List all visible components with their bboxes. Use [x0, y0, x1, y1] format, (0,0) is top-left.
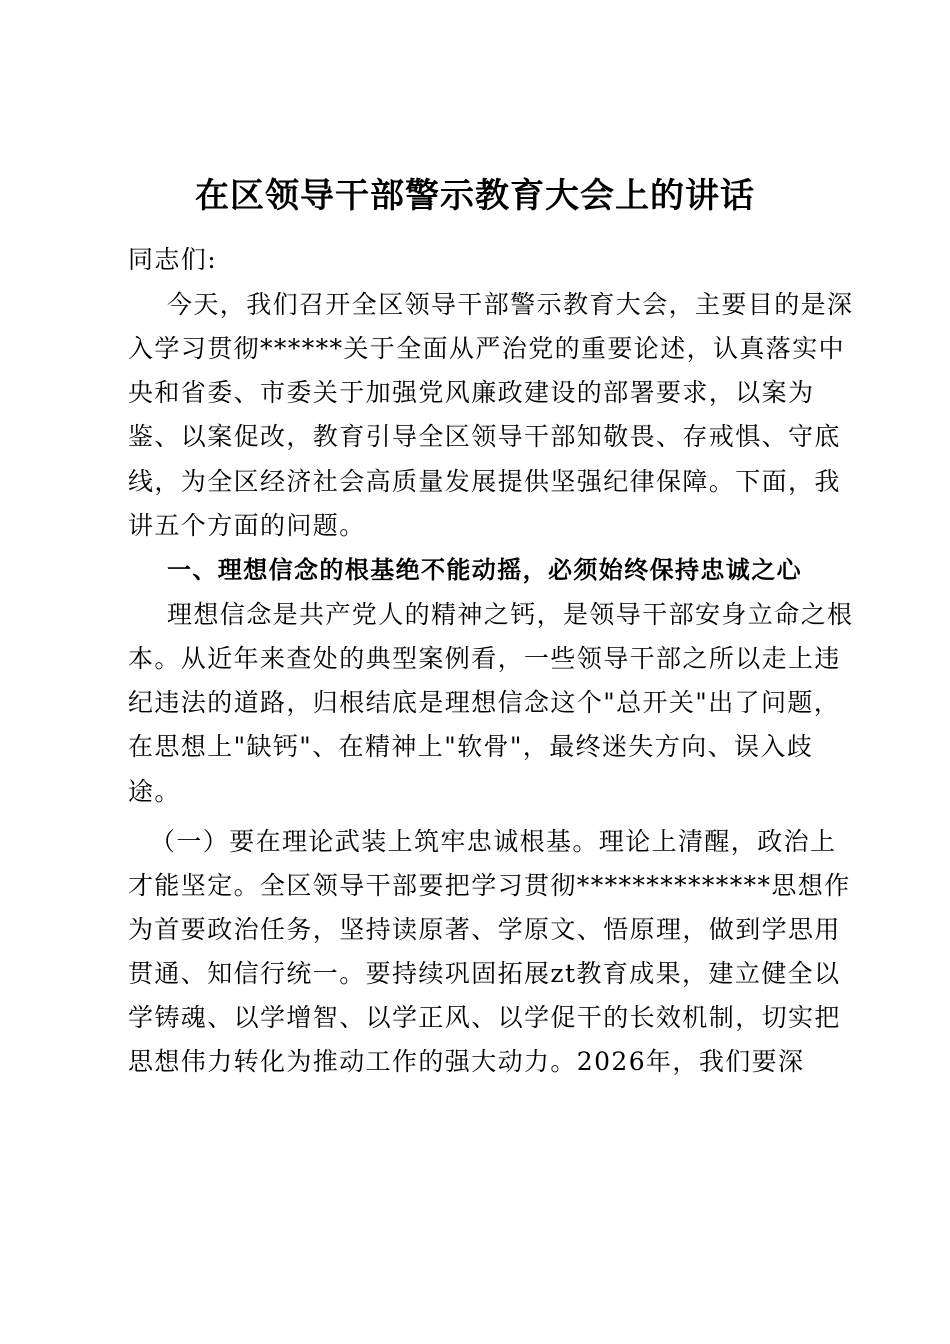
text-line: 贯通、知信行统一。要持续巩固拓展zt教育成果，建立健全以 [128, 959, 841, 988]
text-line: 学铸魂、以学增智、以学正风、以学促干的长效机制，切实把 [128, 1003, 841, 1032]
text-line: 为首要政治任务，坚持读原著、学原文、悟原理，做到学思用 [128, 915, 841, 944]
salutation: 同志们: [128, 245, 218, 274]
document-title: 在区领导干部警示教育大会上的讲话 [195, 176, 755, 216]
text-line: 讲五个方面的问题。 [128, 511, 366, 540]
text-line: 本。从近年来查处的典型案例看，一些领导干部之所以走上违 [128, 644, 841, 673]
text-line: 理想信念是共产党人的精神之钙，是领导干部安身立命之根 [167, 600, 854, 629]
text-line: 线，为全区经济社会高质量发展提供坚强纪律保障。下面，我 [128, 467, 841, 496]
text-line: （一）要在理论武装上筑牢忠诚根基。理论上清醒，政治上 [150, 827, 837, 856]
text-line: 入学习贯彻******关于全面从严治党的重要论述，认真落实中 [128, 334, 846, 363]
text-line: 央和省委、市委关于加强党风廉政建设的部署要求，以案为 [128, 378, 815, 407]
text-line: 今天，我们召开全区领导干部警示教育大会，主要目的是深 [167, 290, 854, 319]
text-line: 思想伟力转化为推动工作的强大动力。2026年，我们要深 [128, 1047, 805, 1076]
text-line: 在思想上"缺钙"、在精神上"软骨"，最终迷失方向、误入歧 [128, 732, 814, 761]
text-line: 途。 [128, 777, 181, 806]
section-heading: 一、理想信念的根基绝不能动摇，必须始终保持忠诚之心 [167, 556, 802, 584]
text-line: 鉴、以案促改，教育引导全区领导干部知敬畏、存戒惧、守底 [128, 422, 841, 451]
text-line: 纪违法的道路，归根结底是理想信念这个"总开关"出了问题， [128, 688, 841, 717]
text-line: 才能坚定。全区领导干部要把学习贯彻**************思想作 [128, 871, 851, 900]
